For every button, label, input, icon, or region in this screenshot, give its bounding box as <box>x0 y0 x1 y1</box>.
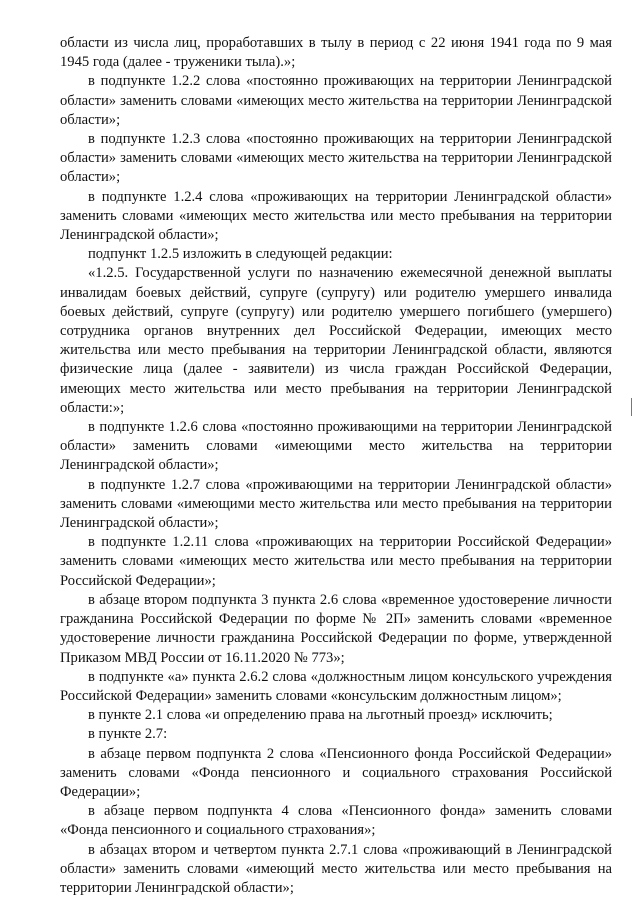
paragraph-2: в подпункте 1.2.2 слова «постоянно проживающих на территории Ленинградской области» заменить словами «имеющих место жительства на территории Ленинградской области»; <box>60 73 612 128</box>
paragraph-8: в подпункте 1.2.7 слова «проживающими на территории Ленинградской области» заменить словами «имеющими место жительства или место пребывания на территории Ленинградской области»; <box>60 476 612 532</box>
paragraph-13: в пункте 2.7: <box>88 726 168 743</box>
paragraph-1: области из числа лиц, проработавших в тылу в период с 22 июня 1941 года по 9 мая 1945 года (далее - труженики тыла).»; <box>60 35 612 71</box>
paragraph-4: в подпункте 1.2.4 слова «проживающих на территории Ленинградской области» заменить словами «имеющих место жительства или место пребывания на территории Ленинградской области»; <box>60 188 612 244</box>
paragraph-5: подпункт 1.2.5 изложить в следующей редакции: <box>88 246 393 263</box>
paragraph-3: в подпункте 1.2.3 слова «постоянно проживающих на территории Ленинградской области» заменить словами «имеющих место жительства на территории Ленинградской области»; <box>60 131 612 186</box>
document-page <box>60 34 612 898</box>
scan-edge-mark <box>631 398 632 416</box>
paragraph-16: в абзацах втором и четвертом пункта 2.7.1 слова «проживающий в Ленинградской области» заменить словами «имеющий место жительства или место пребывания на территории Ленинградской области»; <box>60 841 612 896</box>
paragraph-14: в абзаце первом подпункта 2 слова «Пенсионного фонда Российской Федерации» заменить словами «Фонда пенсионного и социального страхования Российской Федерации»; <box>60 745 612 800</box>
paragraph-6: «1.2.5. Государственной услуги по назначению ежемесячной денежной выплаты инвалидам боевых действий, супруге (супругу) или родителю умершего инвалида боевых действий, супруге (супругу) или родителю умершего погибшего (умершего) сотрудника органов внутренних дел Российской Федерации, имеющих место жительства или место пребывания на территории Ленинградской области, являются физические лица (далее - заявители) из числа граждан Российской Федерации, имеющих место жительства или место пребывания на территории Ленинградской области:»; <box>60 265 612 416</box>
paragraph-9: в подпункте 1.2.11 слова «проживающих на территории Российской Федерации» заменить словами «имеющих место жительства или место пребывания на территории Российской Федерации»; <box>60 534 612 589</box>
paragraph-10: в абзаце втором подпункта 3 пункта 2.6 слова «временное удостоверение личности гражданина Российской Федерации по форме № 2П» заменить словами «временное удостоверение личности гражданина Российской Федерации по форме, утвержденной Приказом МВД России от 16.11.2020 № 773»; <box>60 591 612 666</box>
paragraph-11: в подпункте «а» пункта 2.6.2 слова «должностным лицом консульского учреждения Российской Федерации» заменить словами «консульским должностным лицом»; <box>60 668 612 704</box>
paragraph-12: в пункте 2.1 слова «и определению права на льготный проезд» исключить; <box>88 707 553 724</box>
paragraph-15: в абзаце первом подпункта 4 слова «Пенсионного фонда» заменить словами «Фонда пенсионного и социального страхования»; <box>60 803 612 839</box>
paragraph-7: в подпункте 1.2.6 слова «постоянно проживающими на территории Ленинградской области» заменить словами «имеющими место жительства на территории Ленинградской области»; <box>60 419 612 474</box>
